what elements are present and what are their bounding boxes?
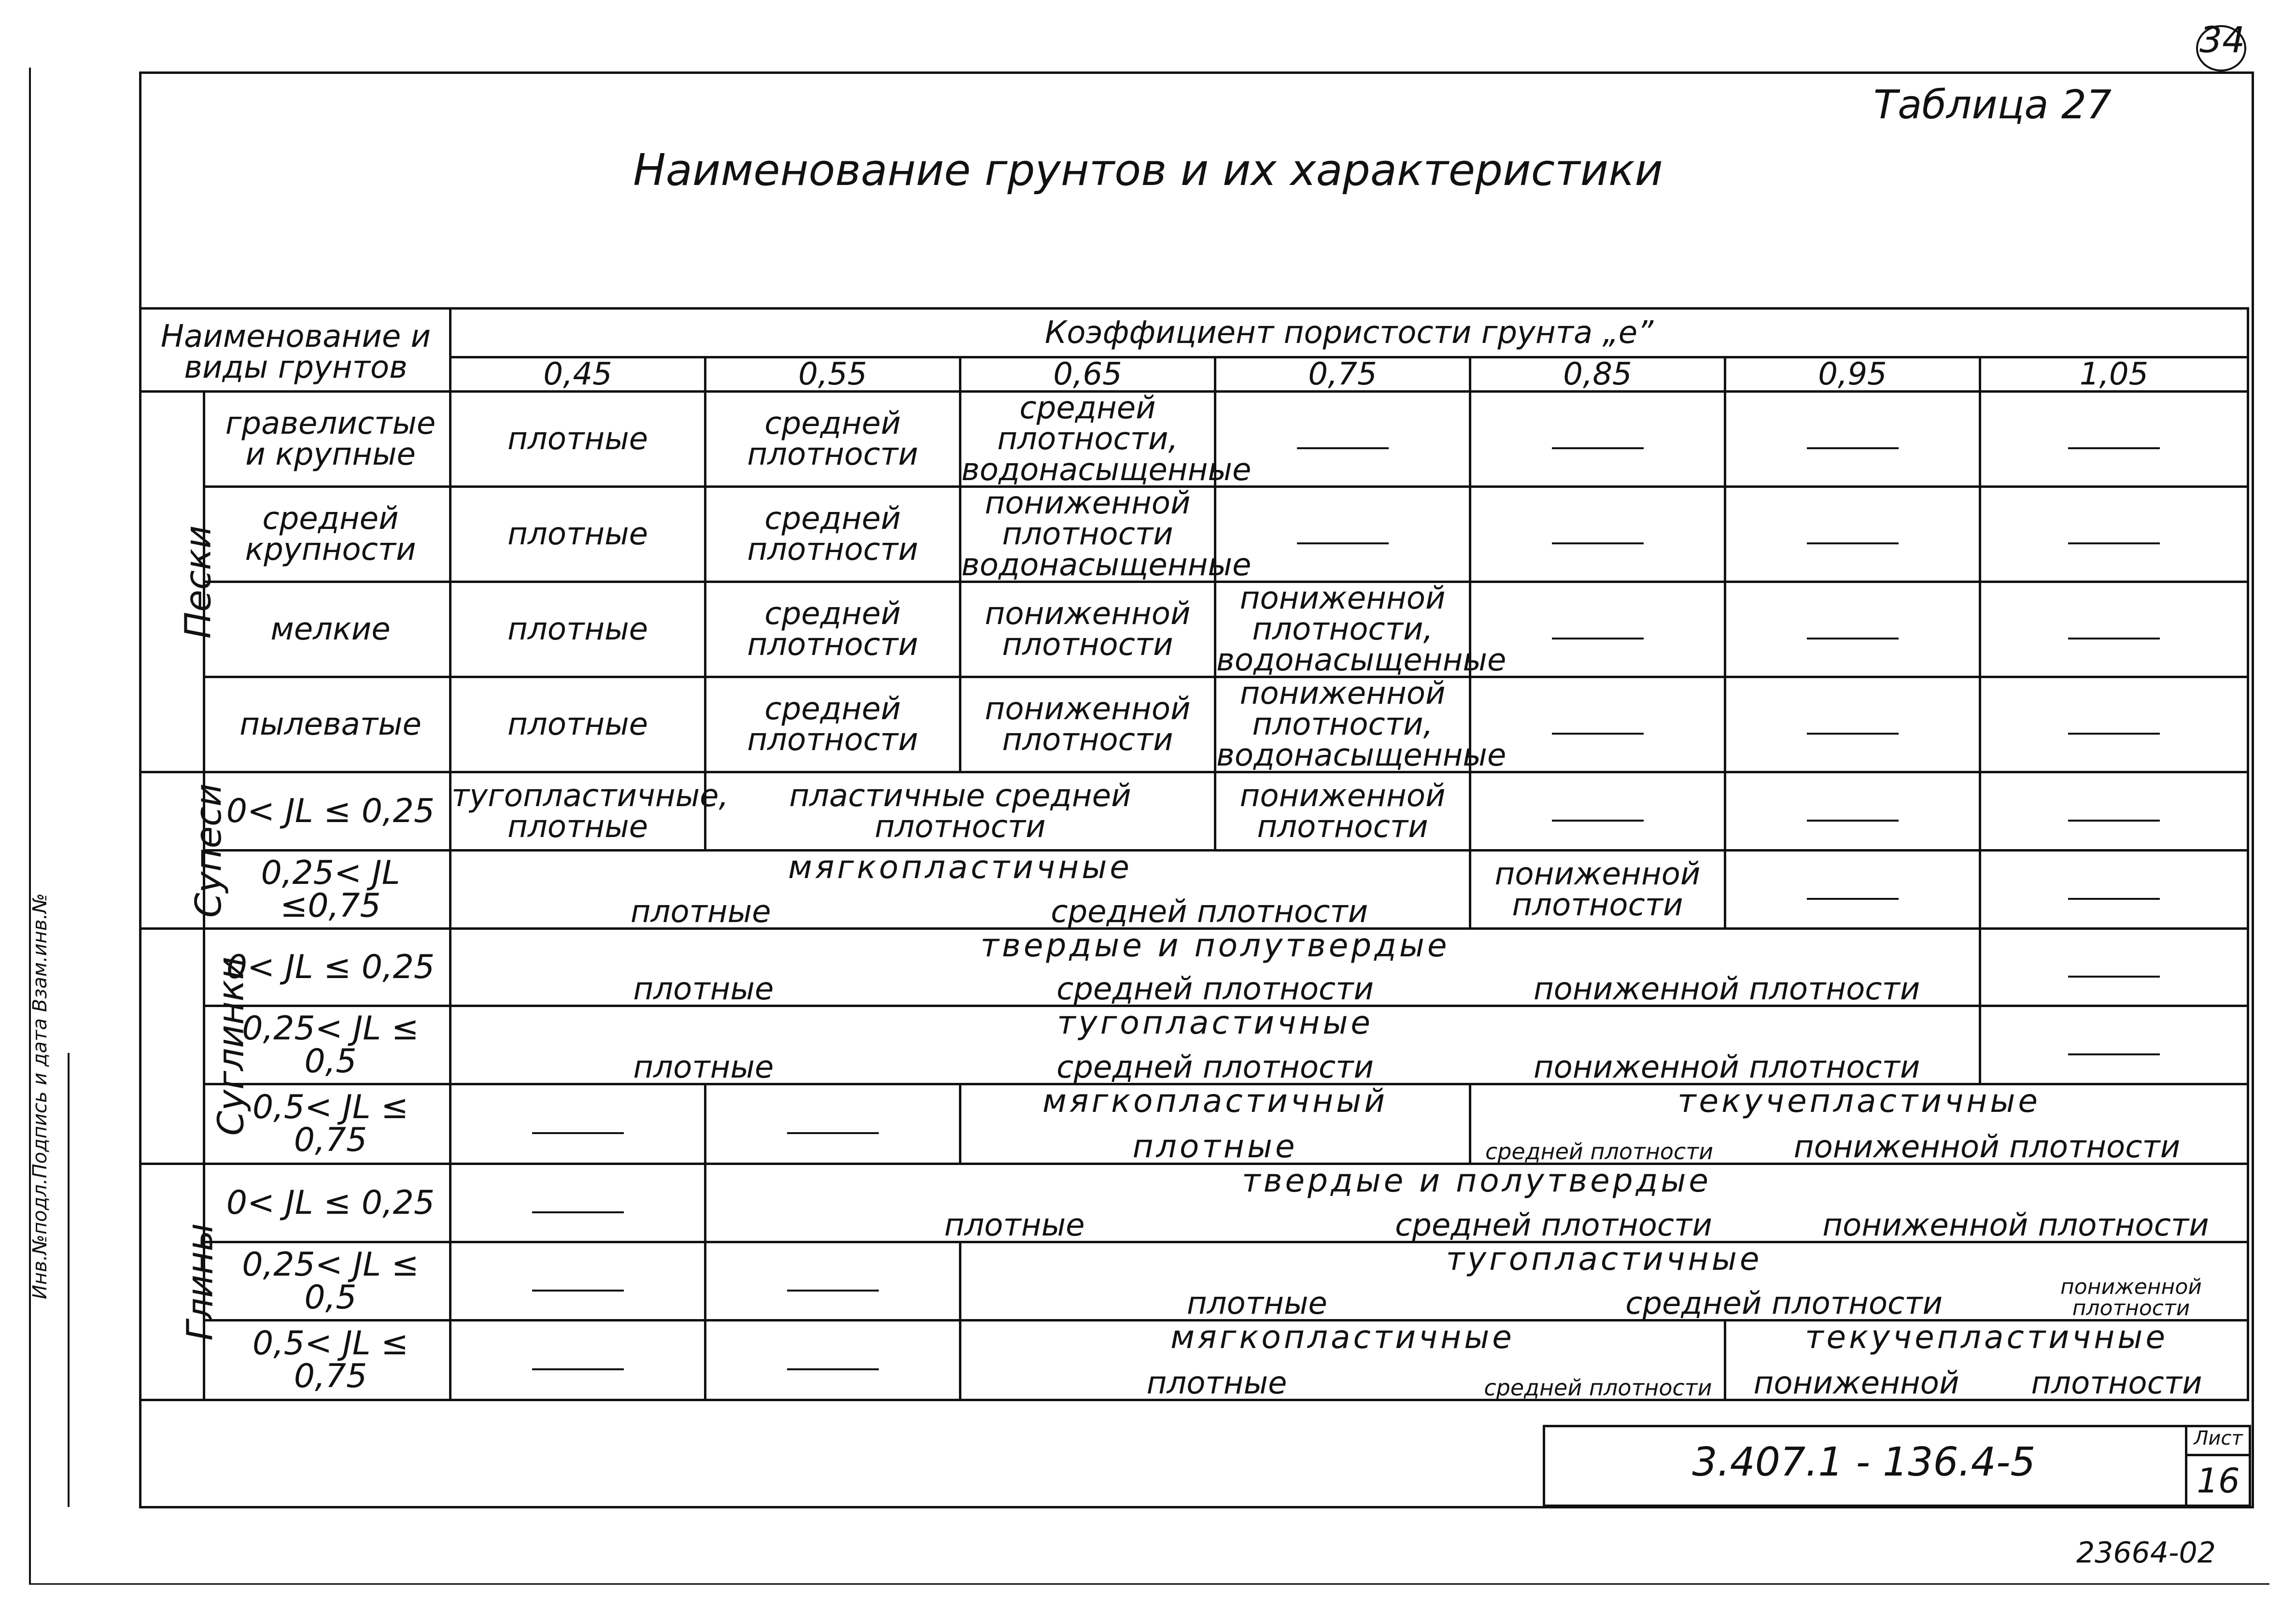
dash-cell xyxy=(705,1084,960,1164)
value-cell: плотности xyxy=(2031,1365,2202,1401)
page-number: 34 xyxy=(2199,19,2245,61)
archive-number: 23664-02 xyxy=(2076,1536,2216,1570)
dash-cell xyxy=(1725,487,1980,582)
soil-subtype: пылеватые xyxy=(204,677,451,772)
value-cell: пониженной плотности, водонасыщенные xyxy=(1215,582,1470,677)
value-cell: средней плотности xyxy=(1051,894,1368,930)
merged-top-label: твердые и полутвердые xyxy=(1242,1162,1712,1199)
merged-top-label: мягкопластичные xyxy=(788,849,1132,886)
value-cell: плотные xyxy=(451,582,705,677)
group-sandy-loam: Супеси xyxy=(141,772,204,929)
sheet-cell-divider xyxy=(2185,1454,2251,1456)
dash-cell xyxy=(1470,582,1725,677)
value-cell: средней плотности xyxy=(705,487,960,582)
value-cell: плотные xyxy=(1186,1286,1327,1321)
dash-cell xyxy=(1470,772,1725,851)
dash-cell xyxy=(1980,1006,2248,1084)
soil-subtype: 0< JL ≤ 0,25 xyxy=(204,1164,451,1242)
header-coef: Коэффициент пористости грунта „e” xyxy=(451,309,2248,357)
value-cell: пониженной плотности xyxy=(1533,1050,1920,1085)
merged-top-label: текучепластичные xyxy=(1805,1319,2168,1356)
dash-cell xyxy=(1725,772,1980,851)
dash-cell xyxy=(1725,851,1980,929)
value-cell: средней плотности xyxy=(1056,971,1374,1007)
dash-cell xyxy=(451,1321,705,1400)
dash-cell xyxy=(1725,677,1980,772)
merged-cell xyxy=(1470,1084,2248,1164)
header-value: 0,75 xyxy=(1215,357,1470,392)
merged-cell xyxy=(705,1164,2248,1242)
soil-subtype: 0< JL ≤ 0,25 xyxy=(204,929,451,1006)
soil-subtype: 0,5< JL ≤ 0,75 xyxy=(204,1084,451,1164)
value-cell: средней плотности xyxy=(1484,1375,1712,1401)
merged-top-label: мягкопластичный xyxy=(1042,1082,1388,1120)
value-cell: средней плотности xyxy=(1485,1138,1714,1165)
value-cell: плотные xyxy=(451,392,705,487)
side-stamp-text: Инв.№подл.Подпись и дата Взам.инв.№ xyxy=(29,893,51,1299)
value-cell: средней плотности xyxy=(1625,1286,1943,1321)
value-cell: плотные xyxy=(451,487,705,582)
value-cell: средней плотности xyxy=(705,677,960,772)
left-margin-line xyxy=(29,68,31,1584)
dash-cell xyxy=(1980,772,2248,851)
value-cell: средней плотности xyxy=(1056,1050,1374,1085)
merged-top-label: тугопластичные xyxy=(1057,1004,1373,1041)
page-title: Наименование грунтов и их характеристики xyxy=(633,145,1663,196)
dash-cell xyxy=(1215,487,1470,582)
dash-cell xyxy=(451,1084,705,1164)
merged-cell xyxy=(960,1321,1725,1400)
merged-bottom-label: плотные xyxy=(1132,1128,1298,1165)
soil-subtype: гравелистые и крупные xyxy=(204,392,451,487)
dash-cell xyxy=(1470,392,1725,487)
merged-top-label: мягкопластичные xyxy=(1170,1319,1515,1356)
dash-cell xyxy=(1980,392,2248,487)
value-cell: средней плотности xyxy=(1395,1207,1712,1243)
value-cell: тугопластичные, плотные xyxy=(451,772,705,851)
value-cell: пониженной плотности xyxy=(960,582,1215,677)
header-value: 0,45 xyxy=(451,357,705,392)
value-cell: средней плотности, водонасыщенные xyxy=(960,392,1215,487)
value-cell: пониженной плотности xyxy=(1215,772,1470,851)
value-cell: пониженной плотности xyxy=(1470,851,1725,929)
header-name: Наименование и виды грунтов xyxy=(141,309,451,392)
header-value: 0,55 xyxy=(705,357,960,392)
value-cell: пониженной плотности xyxy=(960,677,1215,772)
sheet-label: Лист xyxy=(2194,1427,2243,1449)
dash-cell xyxy=(1980,677,2248,772)
value-cell: плотные xyxy=(1146,1365,1287,1401)
value-cell: пониженной плотности xyxy=(2060,1275,2202,1321)
group-clay: Глины xyxy=(141,1164,204,1400)
soil-subtype: средней крупности xyxy=(204,487,451,582)
dash-cell xyxy=(1980,487,2248,582)
value-cell: плотные xyxy=(944,1207,1085,1243)
dash-cell xyxy=(1980,582,2248,677)
merged-cell xyxy=(451,851,1470,929)
header-value: 1,05 xyxy=(1980,357,2248,392)
dash-cell xyxy=(1980,851,2248,929)
value-cell: плотные xyxy=(633,1050,774,1085)
merged-cell xyxy=(960,1242,2248,1321)
bottom-trim-line xyxy=(29,1583,2269,1585)
header-value: 0,85 xyxy=(1470,357,1725,392)
value-cell: плотные xyxy=(630,894,771,930)
soil-subtype: 0,25< JL ≤ 0,5 xyxy=(204,1242,451,1321)
value-cell: средней плотности xyxy=(705,582,960,677)
value-cell: плотные xyxy=(633,971,774,1007)
group-loam: Суглинки xyxy=(141,929,204,1164)
value-cell: пониженной плотности, водонасыщенные xyxy=(1215,677,1470,772)
dash-cell xyxy=(1470,677,1725,772)
dash-cell xyxy=(1980,929,2248,1006)
merged-top-label: твердые и полутвердые xyxy=(980,927,1450,964)
merged-top-label: тугопластичные xyxy=(1446,1240,1762,1278)
dash-cell xyxy=(705,1242,960,1321)
header-value: 0,65 xyxy=(960,357,1215,392)
dash-cell xyxy=(1470,487,1725,582)
group-sand: Пески xyxy=(141,392,204,772)
merged-top-label: текучепластичные xyxy=(1677,1082,2041,1120)
merged-cell xyxy=(451,929,1980,1006)
merged-cell xyxy=(960,1084,1470,1164)
value-cell: пониженной плотности xyxy=(1793,1129,2181,1165)
value-cell: плотные xyxy=(451,677,705,772)
dash-cell xyxy=(1725,582,1980,677)
sheet-number: 16 xyxy=(2197,1461,2240,1501)
value-cell: пластичные средней плотности xyxy=(705,772,1215,851)
header-value: 0,95 xyxy=(1725,357,1980,392)
dash-cell xyxy=(1725,392,1980,487)
value-cell: пониженной xyxy=(1753,1365,1959,1401)
dash-cell xyxy=(451,1242,705,1321)
table-number: Таблица 27 xyxy=(1873,82,2112,128)
soil-table xyxy=(139,307,2249,1401)
merged-cell xyxy=(1725,1321,2248,1400)
merged-cell xyxy=(451,1006,1980,1084)
soil-subtype: 0< JL ≤ 0,25 xyxy=(204,772,451,851)
side-stamp-column xyxy=(68,1053,139,1507)
dash-cell xyxy=(705,1321,960,1400)
dash-cell xyxy=(1215,392,1470,487)
dash-cell xyxy=(451,1164,705,1242)
value-cell: пониженной плотности xyxy=(1533,971,1920,1007)
soil-subtype: 0,25< JL ≤ 0,5 xyxy=(204,1006,451,1084)
soil-subtype: 0,5< JL ≤ 0,75 xyxy=(204,1321,451,1400)
document-code: 3.407.1 - 136.4-5 xyxy=(1692,1439,2036,1485)
soil-subtype: мелкие xyxy=(204,582,451,677)
soil-subtype: 0,25< JL ≤0,75 xyxy=(204,851,451,929)
value-cell: средней плотности xyxy=(705,392,960,487)
value-cell: пониженной плотности xyxy=(1822,1207,2209,1243)
value-cell: пониженной плотности водонасыщенные xyxy=(960,487,1215,582)
